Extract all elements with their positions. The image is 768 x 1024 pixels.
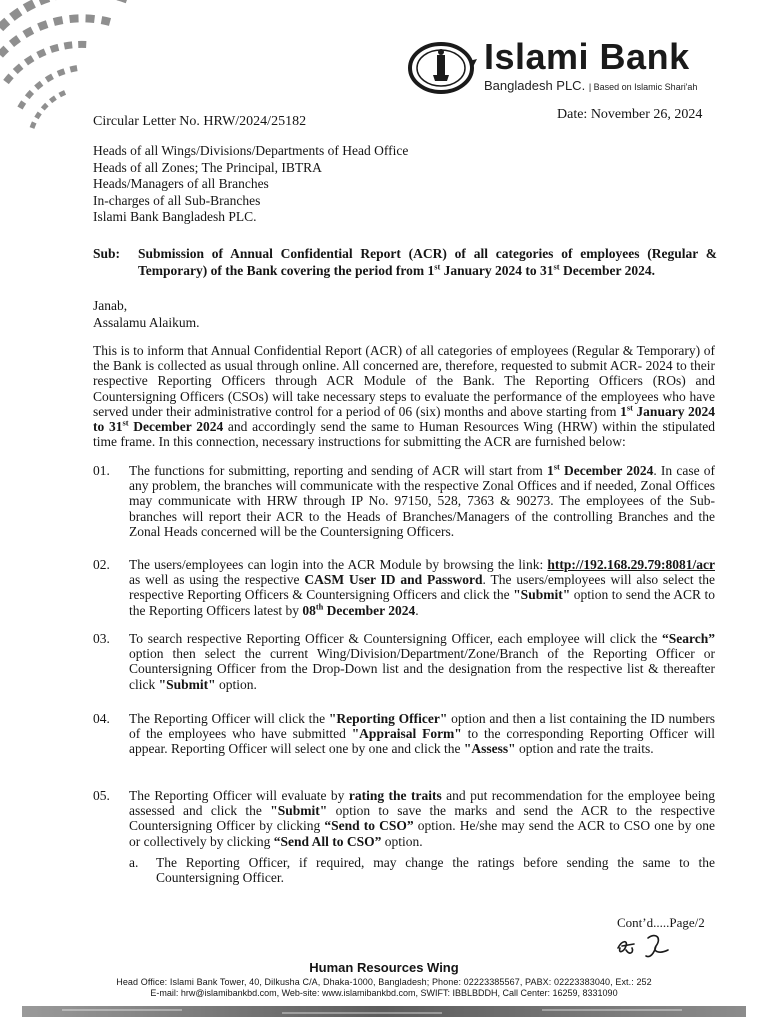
intro-paragraph: This is to inform that Annual Confidential Report (ACR) of all categories of employees (Regular & Temporary) of the Bank is collected as usual through online. All concerned are, therefore, requested to submit ACR- 2024 to their respective Reporting Officers through ACR Module of the Bank. The Reporting Officers (ROs) and Countersigning Officers (CSOs) will take necessary steps to evaluate the performance of the employees who have served under their administrative control for a period of 06 (six) months and above starting from 1st January 2024 to 31st December 2024 and accordingly send the same to Human Resources Wing (HRW) within the stipulated time frame. In this connection, necessary instructions for submitting the ACR are furnished below: (93, 343, 716, 450)
recipients-block (93, 143, 408, 226)
item-text: To search respective Reporting Officer & Countersigning Officer, each employee will click the “Search” option then select the current Wing/Division/Department/Zone/Branch of the Reporting Officer or Countersigning Officer from the Drop-Down list and the designation from the respective list & thereafter click "Submit" option. (129, 631, 715, 692)
item-number: 02. (93, 557, 110, 572)
instruction-item-05 (93, 788, 715, 849)
item-text: The Reporting Officer will click the "Reporting Officer" option and then a list containing the ID numbers of the employees who have submitted "Appraisal Form" to the corresponding Reporting Officer will appear. Reporting Officer will select one by one and click the "Assess" option and rate the traits. (129, 711, 715, 757)
salutation (93, 298, 200, 331)
bank-subtitle (484, 78, 697, 93)
item-text: The users/employees can login into the ACR Module by browsing the link: http://192.168.29.79:8081/acr as well as using the respective CASM User ID and Password. The users/employees will also select the respective Reporting Officers & Countersigning Officers and click the "Submit" option to send the ACR to the Reporting Officers latest by 08th December 2024. (129, 557, 716, 618)
continued-note: Cont’d.....Page/2 (617, 915, 705, 930)
bank-subtitle-tagline: | Based on Islamic Shari'ah (588, 82, 698, 92)
bank-name: Islami Bank (484, 36, 690, 77)
item-number: 05. (93, 788, 110, 803)
recipient-line: Heads/Managers of all Branches (93, 176, 269, 192)
acr-module-link[interactable]: http://192.168.29.79:8081/acr (547, 557, 715, 572)
footer-contact-line: E-mail: hrw@islamibankbd.com, Web-site: www.islamibankbd.com, SWIFT: IBBLBDDH, Call Center: 16259, 8331090 (150, 988, 618, 998)
salutation-line: Assalamu Alaikum. (93, 314, 200, 330)
footer-wing-title: Human Resources Wing (309, 960, 459, 975)
footer-decorative-bar (22, 1003, 746, 1020)
circular-number: Circular Letter No. HRW/2024/25182 (93, 114, 307, 129)
instruction-item-04 (93, 711, 715, 757)
bank-logo-emblem (407, 41, 479, 94)
subject-label: Sub: (93, 246, 121, 261)
bank-subtitle-main: Bangladesh PLC. (484, 78, 586, 93)
recipient-line: Heads of all Wings/Divisions/Departments of Head Office (93, 143, 409, 158)
item-number: 01. (93, 463, 110, 478)
instruction-item-03 (93, 631, 715, 692)
recipient-line: In-charges of all Sub-Branches (93, 192, 261, 208)
footer-address-line: Head Office: Islami Bank Tower, 40, Dilkusha C/A, Dhaka-1000, Bangladesh; Phone: 02223385567, PABX: 02223383040, Ext.: 252 (116, 977, 652, 987)
recipient-line: Islami Bank Bangladesh PLC. (93, 209, 257, 225)
sub-item-text: The Reporting Officer, if required, may change the ratings before sending the same to the Countersigning Officer. (156, 855, 715, 886)
instruction-sub-item-05a (129, 855, 715, 885)
sub-item-letter: a. (129, 855, 139, 870)
instruction-item-01 (93, 463, 715, 539)
item-number: 04. (93, 711, 110, 726)
handwritten-signature (612, 928, 682, 962)
item-text: The Reporting Officer will evaluate by rating the traits and put recommendation for the employee being assessed and click the "Submit" option to save the marks and send the ACR to the respective Countersigning Officer by clicking “Send to CSO” option. He/she may send the ACR to CSO one by one or collectively by clicking “Send All to CSO” option. (129, 788, 715, 849)
subject-block (93, 245, 717, 279)
item-number: 03. (93, 631, 110, 646)
circular-date: Date: November 26, 2024 (557, 107, 703, 122)
instruction-item-02 (93, 557, 715, 618)
subject-text: Submission of Annual Confidential Report (ACR) of all categories of employees (Regular & Temporary) of the Bank covering the period from 1st January 2024 to 31st December 2024. (138, 246, 717, 278)
recipient-line: Heads of all Zones; The Principal, IBTRA (93, 159, 322, 175)
item-text: The functions for submitting, reporting and sending of ACR will start from 1st December 2024. In case of any problem, the branches will communicate with the respective Zonal Offices and if needed, Zonal Offices may communicate with HRW through IP No. 97150, 528, 7363 & 90273. The employees of the Sub-branches will report their ACR to the Heads of Branches/Managers of the controlling Branches and the Zonal Heads concerned will be the Countersigning Officers. (129, 462, 715, 539)
salutation-line: Janab, (93, 298, 128, 313)
